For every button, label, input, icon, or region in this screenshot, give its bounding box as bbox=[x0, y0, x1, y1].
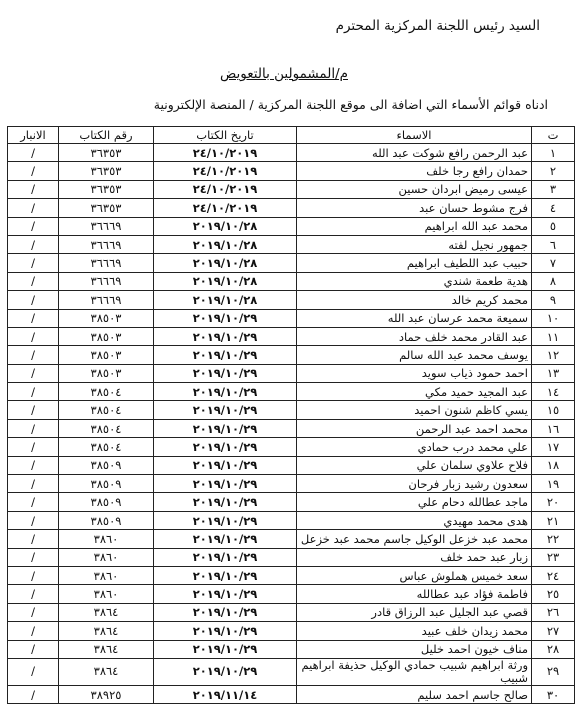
cell-name: محمد احمد عبد الرحمن bbox=[297, 419, 532, 437]
cell-letter-number: ٣٦٦٦٩ bbox=[59, 235, 154, 253]
cell-letter-date: ٢٤/١٠/٢٠١٩ bbox=[154, 162, 297, 180]
cell-letter-number: ٣٨٦٤ bbox=[59, 640, 154, 658]
cell-name: سميعة محمد عرسان عبد الله bbox=[297, 309, 532, 327]
cell-anbar: / bbox=[8, 364, 59, 382]
cell-letter-number: ٣٨٥٠٣ bbox=[59, 309, 154, 327]
cell-letter-number: ٣٨٥٠٣ bbox=[59, 364, 154, 382]
cell-letter-date: ٢٠١٩/١٠/٢٩ bbox=[154, 401, 297, 419]
cell-letter-date: ٢٠١٩/١٠/٢٩ bbox=[154, 566, 297, 584]
table-row bbox=[8, 585, 575, 603]
cell-seq: ٢٨ bbox=[532, 640, 575, 658]
cell-letter-number: ٣٦٦٦٩ bbox=[59, 291, 154, 309]
beneficiaries-table bbox=[7, 126, 575, 704]
col-header-anbar: الانبار bbox=[8, 127, 59, 144]
cell-name: سعد خميس هملوش عباس bbox=[297, 566, 532, 584]
cell-seq: ٩ bbox=[532, 291, 575, 309]
cell-anbar: / bbox=[8, 346, 59, 364]
cell-anbar: / bbox=[8, 566, 59, 584]
cell-anbar: / bbox=[8, 438, 59, 456]
cell-name: فلاح علاوي سلمان علي bbox=[297, 456, 532, 474]
cell-name: محمد زيدان خلف عبيد bbox=[297, 622, 532, 640]
cell-seq: ٢٤ bbox=[532, 566, 575, 584]
cell-anbar: / bbox=[8, 511, 59, 529]
cell-anbar: / bbox=[8, 254, 59, 272]
cell-letter-number: ٣٦٣٥٣ bbox=[59, 162, 154, 180]
cell-letter-date: ٢٠١٩/١٠/٢٩ bbox=[154, 603, 297, 621]
cell-seq: ١١ bbox=[532, 327, 575, 345]
col-header-letter-number: رقم الكتاب bbox=[59, 127, 154, 144]
cell-anbar: / bbox=[8, 493, 59, 511]
cell-seq: ٧ bbox=[532, 254, 575, 272]
cell-letter-number: ٣٨٥٠٤ bbox=[59, 383, 154, 401]
cell-anbar: / bbox=[8, 475, 59, 493]
cell-seq: ٨ bbox=[532, 272, 575, 290]
table-row bbox=[8, 511, 575, 529]
cell-letter-number: ٣٨٦٤ bbox=[59, 603, 154, 621]
cell-anbar: / bbox=[8, 383, 59, 401]
cell-anbar: / bbox=[8, 180, 59, 198]
cell-letter-date: ٢٠١٩/١٠/٢٨ bbox=[154, 217, 297, 235]
cell-name: محمد عبد الله ابراهيم bbox=[297, 217, 532, 235]
cell-seq: ٢٢ bbox=[532, 530, 575, 548]
cell-letter-number: ٣٨٥٠٩ bbox=[59, 511, 154, 529]
col-header-letter-date: تاريخ الكتاب bbox=[154, 127, 297, 144]
cell-name: ورثة ابراهيم شبيب حمادي الوكيل حذيفة ابراهيم شبيب bbox=[297, 658, 532, 685]
cell-anbar: / bbox=[8, 622, 59, 640]
cell-name: سعدون رشيد زبار فرحان bbox=[297, 475, 532, 493]
cell-name: فرج مشوط حسان عبد bbox=[297, 199, 532, 217]
table-row bbox=[8, 475, 575, 493]
cell-name: حبيب عبد اللطيف ابراهيم bbox=[297, 254, 532, 272]
cell-letter-number: ٣٨٥٠٩ bbox=[59, 475, 154, 493]
cell-anbar: / bbox=[8, 603, 59, 621]
cell-letter-date: ٢٠١٩/١٠/٢٨ bbox=[154, 272, 297, 290]
cell-letter-number: ٣٨٥٠٤ bbox=[59, 401, 154, 419]
cell-seq: ٥ bbox=[532, 217, 575, 235]
col-header-names: الاسماء bbox=[297, 127, 532, 144]
cell-letter-date: ٢٠١٩/١٠/٢٩ bbox=[154, 530, 297, 548]
cell-seq: ٤ bbox=[532, 199, 575, 217]
addressee-line: السيد رئيس اللجنة المركزية المحترم bbox=[335, 18, 540, 34]
table-row bbox=[8, 272, 575, 290]
col-header-seq: ت bbox=[532, 127, 575, 144]
cell-seq: ١ bbox=[532, 144, 575, 162]
cell-letter-number: ٣٦٣٥٣ bbox=[59, 144, 154, 162]
cell-seq: ١٧ bbox=[532, 438, 575, 456]
cell-seq: ٣ bbox=[532, 180, 575, 198]
table-row bbox=[8, 685, 575, 703]
cell-anbar: / bbox=[8, 640, 59, 658]
cell-letter-date: ٢٠١٩/١٠/٢٩ bbox=[154, 475, 297, 493]
cell-name: صالح جاسم احمد سليم bbox=[297, 685, 532, 703]
table-row bbox=[8, 419, 575, 437]
cell-letter-number: ٣٨٥٠٩ bbox=[59, 456, 154, 474]
cell-seq: ٢٧ bbox=[532, 622, 575, 640]
cell-letter-date: ٢٠١٩/١٠/٢٩ bbox=[154, 511, 297, 529]
cell-letter-date: ٢٠١٩/١٠/٢٩ bbox=[154, 383, 297, 401]
cell-letter-number: ٣٦٣٥٣ bbox=[59, 180, 154, 198]
cell-anbar: / bbox=[8, 530, 59, 548]
intro-line: ادناه قوائم الأسماء التي اضافة الى موقع اللجنة المركزية / المنصة الإلكترونية bbox=[153, 97, 548, 112]
cell-seq: ١٦ bbox=[532, 419, 575, 437]
cell-letter-date: ٢٠١٩/١٠/٢٩ bbox=[154, 640, 297, 658]
table-row bbox=[8, 364, 575, 382]
cell-letter-date: ٢٠١٩/١٠/٢٩ bbox=[154, 309, 297, 327]
cell-letter-date: ٢٤/١٠/٢٠١٩ bbox=[154, 144, 297, 162]
cell-letter-date: ٢٠١٩/١٠/٢٩ bbox=[154, 493, 297, 511]
cell-seq: ١٩ bbox=[532, 475, 575, 493]
cell-name: حمدان رافع رجا خلف bbox=[297, 162, 532, 180]
cell-seq: ١٤ bbox=[532, 383, 575, 401]
cell-letter-number: ٣٦٦٦٩ bbox=[59, 217, 154, 235]
cell-letter-date: ٢٠١٩/١٠/٢٨ bbox=[154, 291, 297, 309]
cell-letter-number: ٣٨٥٠٩ bbox=[59, 493, 154, 511]
table-row bbox=[8, 291, 575, 309]
cell-name: عبد المجيد حميد مكي bbox=[297, 383, 532, 401]
cell-anbar: / bbox=[8, 272, 59, 290]
cell-name: ماجد عطالله دحام علي bbox=[297, 493, 532, 511]
cell-seq: ٢٥ bbox=[532, 585, 575, 603]
cell-name: عبد الرحمن رافع شوكت عبد الله bbox=[297, 144, 532, 162]
cell-seq: ١٢ bbox=[532, 346, 575, 364]
table-row bbox=[8, 603, 575, 621]
cell-seq: ٣٠ bbox=[532, 685, 575, 703]
cell-anbar: / bbox=[8, 419, 59, 437]
table-row bbox=[8, 217, 575, 235]
cell-name: محمد عبد خزعل الوكيل جاسم محمد عبد خزعل bbox=[297, 530, 532, 548]
cell-name: محمد كريم خالد bbox=[297, 291, 532, 309]
cell-letter-date: ٢٠١٩/١٠/٢٨ bbox=[154, 235, 297, 253]
cell-anbar: / bbox=[8, 585, 59, 603]
cell-letter-date: ٢٠١٩/١٠/٢٩ bbox=[154, 346, 297, 364]
cell-letter-number: ٣٨٦٤ bbox=[59, 622, 154, 640]
cell-letter-number: ٣٨٦٠ bbox=[59, 566, 154, 584]
cell-letter-number: ٣٨٥٠٣ bbox=[59, 346, 154, 364]
cell-name: جمهور نجيل لفته bbox=[297, 235, 532, 253]
table-row bbox=[8, 530, 575, 548]
table-row bbox=[8, 309, 575, 327]
cell-name: عبد القادر محمد خلف حماد bbox=[297, 327, 532, 345]
cell-seq: ١٣ bbox=[532, 364, 575, 382]
cell-letter-number: ٣٨٩٢٥ bbox=[59, 685, 154, 703]
cell-name: يوسف محمد عبد الله سالم bbox=[297, 346, 532, 364]
cell-anbar: / bbox=[8, 658, 59, 685]
cell-letter-date: ٢٤/١٠/٢٠١٩ bbox=[154, 180, 297, 198]
cell-seq: ١٥ bbox=[532, 401, 575, 419]
cell-seq: ٢١ bbox=[532, 511, 575, 529]
table-row bbox=[8, 548, 575, 566]
cell-name: احمد حمود ذياب سويد bbox=[297, 364, 532, 382]
cell-letter-number: ٣٨٦٤ bbox=[59, 658, 154, 685]
cell-letter-date: ٢٠١٩/١٠/٢٩ bbox=[154, 327, 297, 345]
cell-seq: ٢٦ bbox=[532, 603, 575, 621]
table-row bbox=[8, 658, 575, 685]
cell-letter-number: ٣٨٦٠ bbox=[59, 548, 154, 566]
table-row bbox=[8, 235, 575, 253]
cell-letter-date: ٢٠١٩/١٠/٢٩ bbox=[154, 548, 297, 566]
cell-seq: ٢٩ bbox=[532, 658, 575, 685]
table-header-row bbox=[8, 127, 575, 144]
cell-anbar: / bbox=[8, 327, 59, 345]
cell-letter-date: ٢٤/١٠/٢٠١٩ bbox=[154, 199, 297, 217]
cell-letter-number: ٣٨٦٠ bbox=[59, 530, 154, 548]
table-row bbox=[8, 162, 575, 180]
cell-anbar: / bbox=[8, 401, 59, 419]
table-row bbox=[8, 566, 575, 584]
cell-anbar: / bbox=[8, 162, 59, 180]
cell-seq: ٢٣ bbox=[532, 548, 575, 566]
table-row bbox=[8, 199, 575, 217]
cell-seq: ١٠ bbox=[532, 309, 575, 327]
cell-letter-number: ٣٨٥٠٤ bbox=[59, 419, 154, 437]
cell-seq: ١٨ bbox=[532, 456, 575, 474]
cell-seq: ٢ bbox=[532, 162, 575, 180]
cell-letter-number: ٣٨٥٠٤ bbox=[59, 438, 154, 456]
cell-name: قصي عبد الجليل عبد الرزاق قادر bbox=[297, 603, 532, 621]
table-row bbox=[8, 346, 575, 364]
cell-letter-number: ٣٦٦٦٩ bbox=[59, 254, 154, 272]
table-row bbox=[8, 438, 575, 456]
table-row bbox=[8, 456, 575, 474]
table-row bbox=[8, 254, 575, 272]
cell-letter-date: ٢٠١٩/١٠/٢٩ bbox=[154, 419, 297, 437]
cell-letter-number: ٣٦٦٦٩ bbox=[59, 272, 154, 290]
table-row bbox=[8, 493, 575, 511]
table-row bbox=[8, 144, 575, 162]
cell-letter-number: ٣٦٣٥٣ bbox=[59, 199, 154, 217]
cell-anbar: / bbox=[8, 309, 59, 327]
cell-seq: ٢٠ bbox=[532, 493, 575, 511]
cell-letter-date: ٢٠١٩/١٠/٢٩ bbox=[154, 456, 297, 474]
cell-letter-date: ٢٠١٩/١٠/٢٩ bbox=[154, 622, 297, 640]
cell-letter-number: ٣٨٦٠ bbox=[59, 585, 154, 603]
cell-name: عيسى رميض ابردان حسين bbox=[297, 180, 532, 198]
table-row bbox=[8, 383, 575, 401]
cell-name: علي محمد درب حمادي bbox=[297, 438, 532, 456]
cell-name: يسي كاظم شنون احميد bbox=[297, 401, 532, 419]
cell-anbar: / bbox=[8, 199, 59, 217]
cell-anbar: / bbox=[8, 291, 59, 309]
table-row bbox=[8, 401, 575, 419]
subject-line: م/المشمولين بالتعويض bbox=[220, 66, 348, 82]
cell-letter-number: ٣٨٥٠٣ bbox=[59, 327, 154, 345]
cell-anbar: / bbox=[8, 217, 59, 235]
cell-name: هدى محمد مهيدي bbox=[297, 511, 532, 529]
cell-letter-date: ٢٠١٩/١٠/٢٨ bbox=[154, 254, 297, 272]
cell-letter-date: ٢٠١٩/١٠/٢٩ bbox=[154, 658, 297, 685]
cell-letter-date: ٢٠١٩/١١/١٤ bbox=[154, 685, 297, 703]
cell-letter-date: ٢٠١٩/١٠/٢٩ bbox=[154, 585, 297, 603]
cell-anbar: / bbox=[8, 235, 59, 253]
cell-anbar: / bbox=[8, 456, 59, 474]
table-row bbox=[8, 327, 575, 345]
cell-name: زبار عبد حمد خلف bbox=[297, 548, 532, 566]
cell-anbar: / bbox=[8, 548, 59, 566]
cell-seq: ٦ bbox=[532, 235, 575, 253]
table-row bbox=[8, 180, 575, 198]
table-row bbox=[8, 640, 575, 658]
cell-letter-date: ٢٠١٩/١٠/٢٩ bbox=[154, 438, 297, 456]
cell-letter-date: ٢٠١٩/١٠/٢٩ bbox=[154, 364, 297, 382]
cell-anbar: / bbox=[8, 144, 59, 162]
table-row bbox=[8, 622, 575, 640]
cell-name: فاطمة فؤاد عبد عطالله bbox=[297, 585, 532, 603]
cell-name: مناف خيون احمد خليل bbox=[297, 640, 532, 658]
cell-name: هدية طعمة شندي bbox=[297, 272, 532, 290]
cell-anbar: / bbox=[8, 685, 59, 703]
